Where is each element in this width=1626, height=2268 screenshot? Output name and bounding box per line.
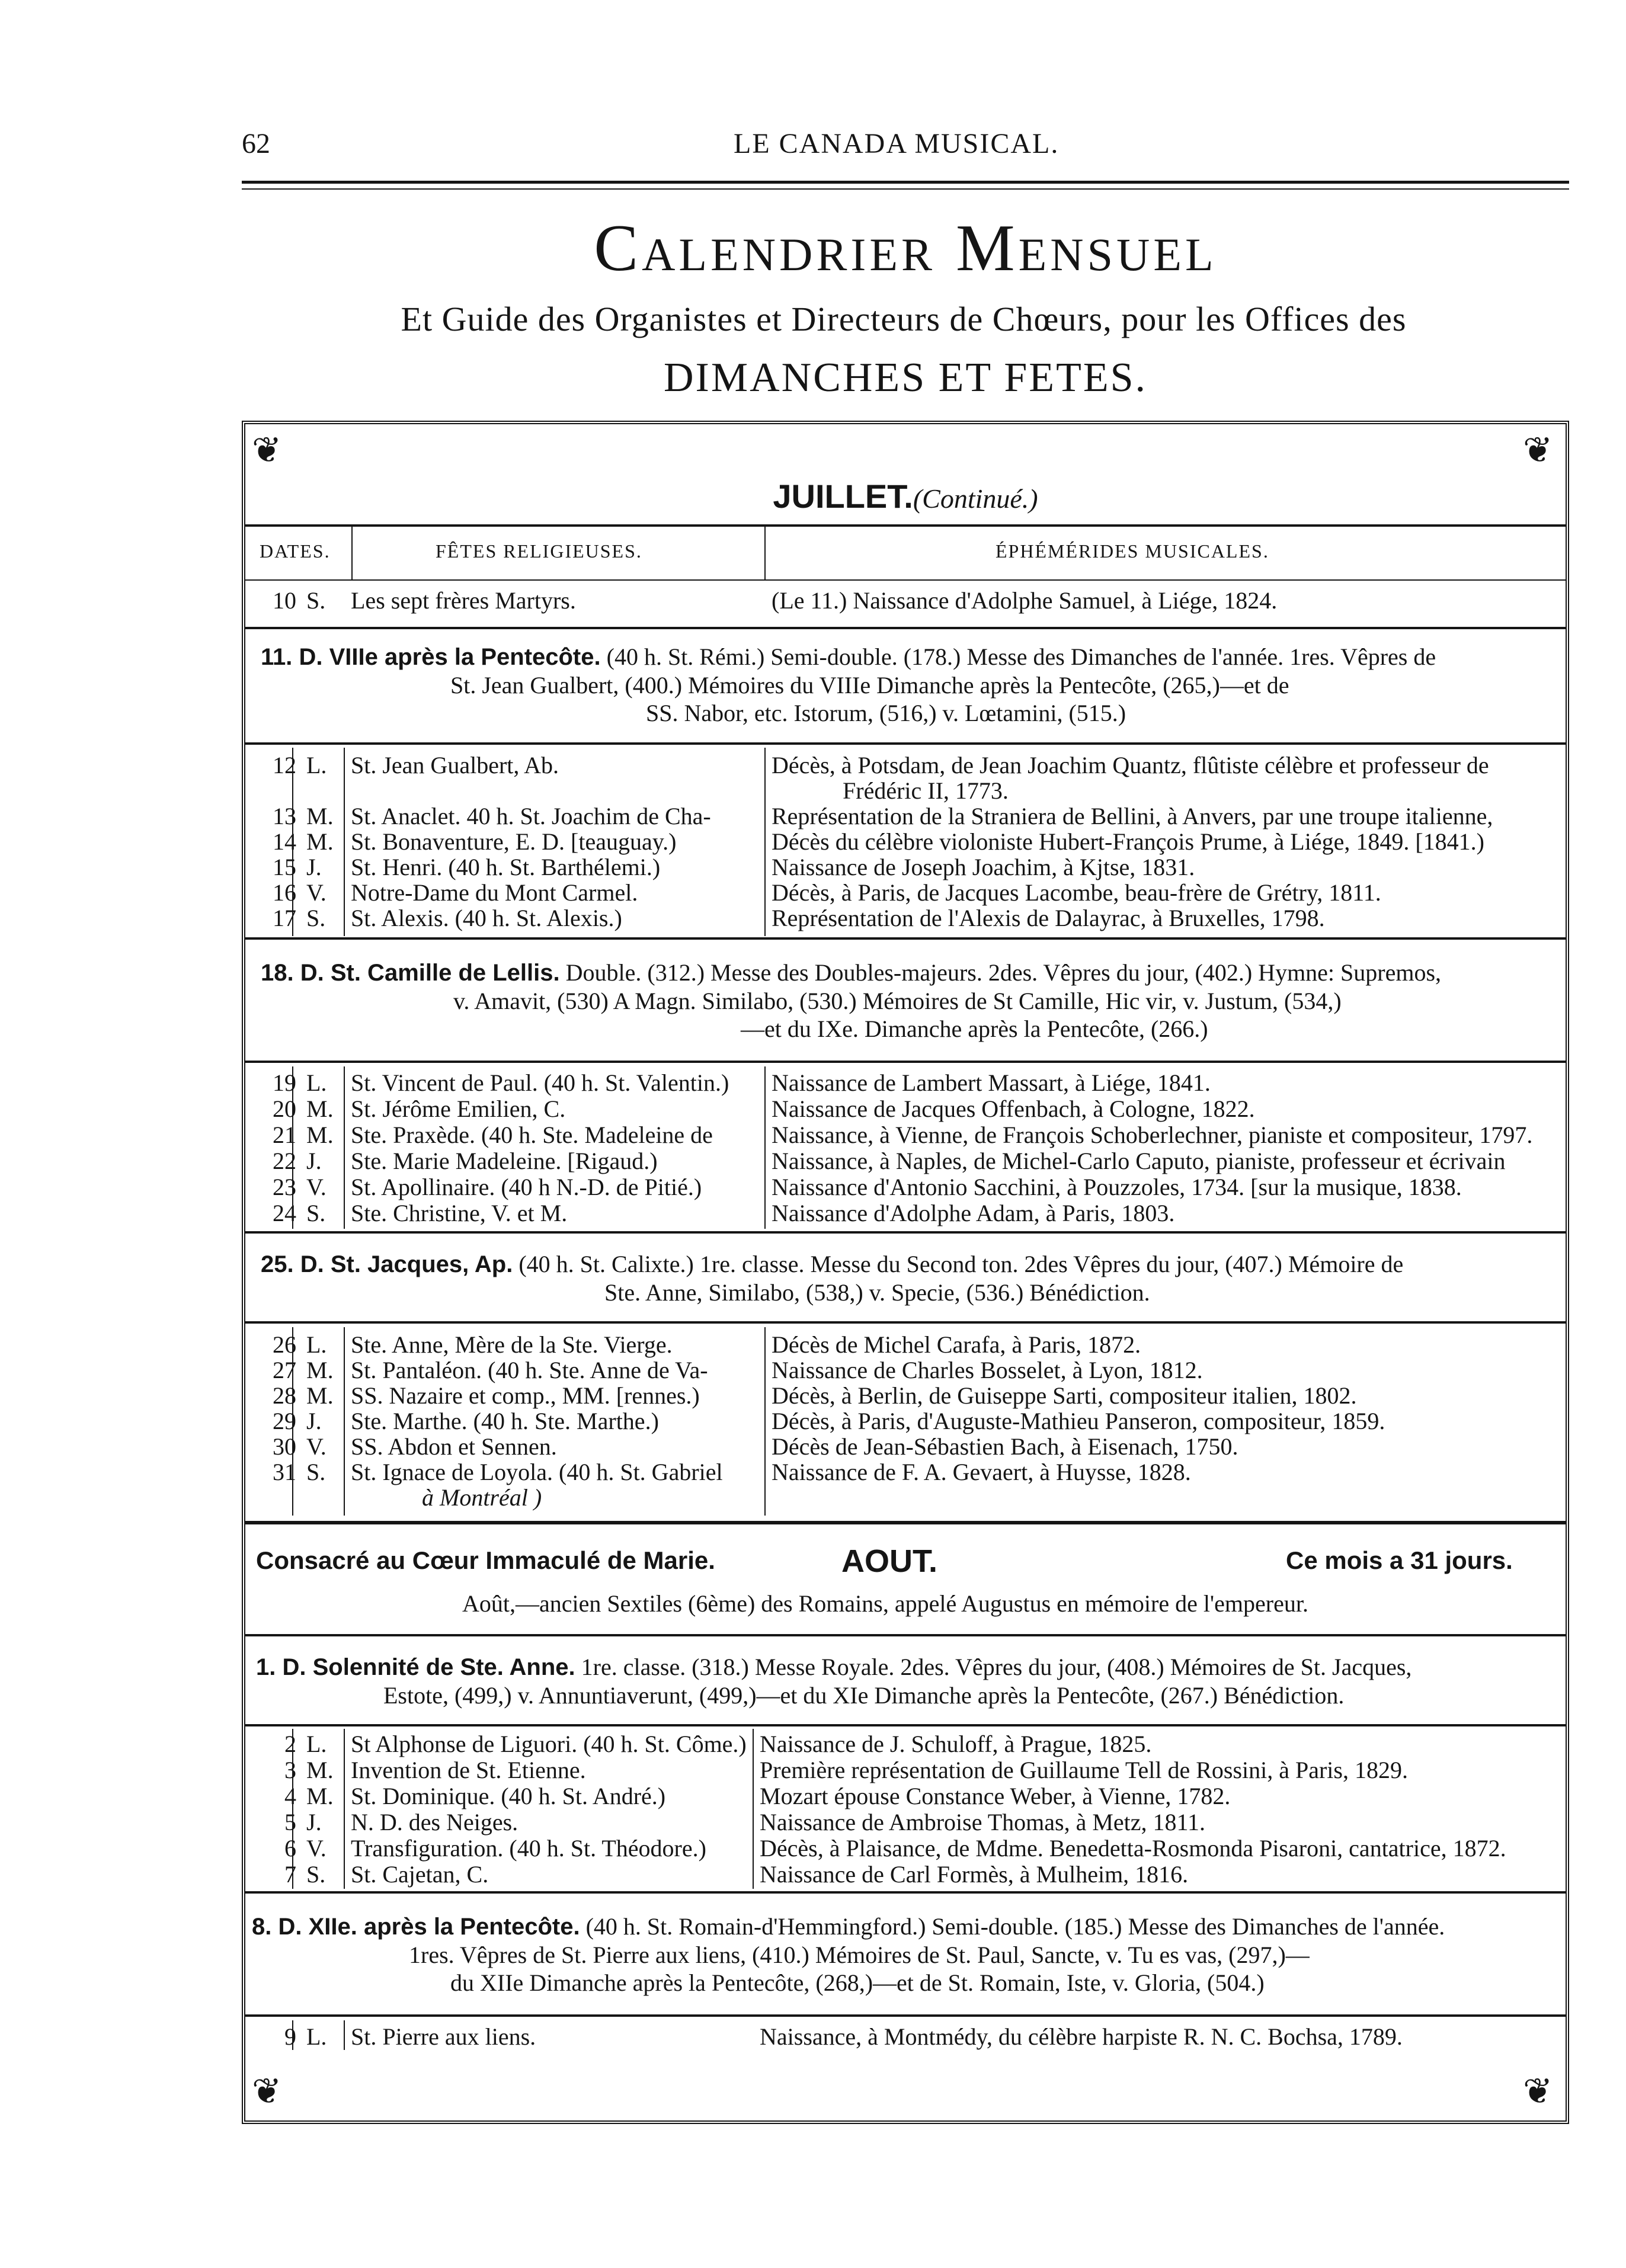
ephemeris: Naissance d'Adolphe Adam, à Paris, 1803. [772, 1200, 1175, 1226]
weekday: V. [306, 1835, 327, 1862]
date-number: 31 [273, 1459, 296, 1485]
feast: St. Dominique. (40 h. St. André.) [351, 1783, 666, 1809]
feast: SS. Abdon et Sennen. [351, 1433, 557, 1460]
weekday: S. [306, 905, 326, 931]
ephemeris: Naissance d'Antonio Sacchini, à Pouzzoles, 1734. [sur la musique, 1838. [772, 1174, 1462, 1200]
sunday-line: —et du IXe. Dimanche après la Pentecôte, (266.) [741, 1016, 1208, 1042]
feast: SS. Nazaire et comp., MM. [rennes.) [351, 1382, 700, 1409]
feast: Ste. Anne, Mère de la Ste. Vierge. [351, 1331, 673, 1358]
weekday: J. [306, 854, 322, 880]
sunday-line: Ste. Anne, Similabo, (538,) v. Specie, (536.) Bénédiction. [604, 1279, 1150, 1306]
calendar-row [244, 1407, 1567, 1435]
weekday: L. [306, 1731, 327, 1757]
sunday-line: 1res. Vêpres de St. Pierre aux liens, (410.) Mémoires de St. Paul, Sancte, v. Tu es vas, (297,)— [409, 1942, 1310, 1968]
feast: St. Pantaléon. (40 h. Ste. Anne de Va- [351, 1357, 708, 1383]
sunday-line: v. Amavit, (530) A Magn. Similabo, (530.) Mémoires de St Camille, Hic vir, v. Justum, (534,) [453, 988, 1342, 1014]
sunday-entry [252, 1913, 1445, 1997]
calendar-row [244, 1173, 1567, 1201]
weekday: M. [306, 1357, 334, 1383]
header-fetes: FÊTES RELIGIEUSES. [436, 540, 642, 562]
date-number: 17 [273, 905, 296, 931]
date-number: 19 [273, 1069, 296, 1096]
divider [244, 579, 1567, 581]
feast: St. Bonaventure, E. D. [teauguay.) [351, 828, 677, 855]
calendar-row [244, 904, 1567, 932]
header-rule-thin [242, 188, 1569, 190]
date-number: 3 [284, 1757, 296, 1783]
ephemeris: Naissance de Ambroise Thomas, à Metz, 1811. [760, 1809, 1206, 1835]
weekday: L. [306, 752, 327, 779]
ephemeris: Décès, à Paris, de Jacques Lacombe, beau-frère de Grétry, 1811. [772, 879, 1381, 906]
sunday-heading: 8. D. XIIe. après la Pentecôte. [252, 1914, 580, 1940]
weekday: L. [306, 1069, 327, 1096]
weekday: M. [306, 1095, 334, 1122]
date-number: 24 [273, 1200, 296, 1226]
feast: Notre-Dame du Mont Carmel. [351, 879, 638, 906]
sunday-line: St. Jean Gualbert, (400.) Mémoires du VIIIe Dimanche après la Pentecôte, (265,)—et de [450, 672, 1289, 699]
date-number: 30 [273, 1433, 296, 1460]
calendar-row [244, 1356, 1567, 1384]
feast: St. Pierre aux liens. [351, 2023, 536, 2050]
weekday: S. [306, 1861, 326, 1888]
page-number: 62 [242, 128, 270, 159]
sunday-line: Double. (312.) Messe des Doubles-majeurs. 2des. Vêpres du jour, (402.) Hymne: Supremos, [565, 959, 1442, 986]
feast: Invention de St. Etienne. [351, 1757, 586, 1783]
sunday-entry [261, 1250, 1403, 1306]
divider [244, 2014, 1567, 2017]
ephemeris: (Le 11.) Naissance d'Adolphe Samuel, à Liége, 1824. [772, 587, 1278, 614]
divider [244, 1724, 1567, 1726]
sunday-line: (40 h. St. Calixte.) 1re. classe. Messe du Second ton. 2des Vêpres du jour, (407.) Mémoire de [518, 1251, 1404, 1277]
date-number: 4 [284, 1783, 296, 1809]
divider [244, 1231, 1567, 1234]
weekday: S. [306, 1200, 326, 1226]
date-number: 12 [273, 752, 296, 779]
ephemeris: Première représentation de Guillaume Tell de Rossini, à Paris, 1829. [760, 1757, 1408, 1783]
date-number: 21 [273, 1122, 296, 1148]
sunday-line: du XIIe Dimanche après la Pentecôte, (268,)—et de St. Romain, Iste, v. Gloria, (504.) [450, 1969, 1265, 1996]
header-ephemerides: ÉPHÉMÉRIDES MUSICALES. [996, 540, 1269, 562]
divider [244, 742, 1567, 745]
date-number: 2 [284, 1731, 296, 1757]
sunday-line: (40 h. St. Rémi.) Semi-double. (178.) Messe des Dimanches de l'année. 1res. Vêpres de [606, 643, 1436, 670]
weekday: M. [306, 1382, 334, 1409]
month-title-juillet [244, 477, 1567, 516]
weekday: M. [306, 828, 334, 855]
feast: N. D. des Neiges. [351, 1809, 518, 1835]
date-number: 27 [273, 1357, 296, 1383]
header-dates: DATES. [260, 540, 331, 562]
date-number: 15 [273, 854, 296, 880]
date-number: 29 [273, 1408, 296, 1434]
ephemeris: Décès de Michel Carafa, à Paris, 1872. [772, 1331, 1141, 1358]
ephemeris: Naissance de J. Schuloff, à Prague, 1825. [760, 1731, 1152, 1757]
date-number: 20 [273, 1095, 296, 1122]
calendar-row [244, 1147, 1567, 1175]
calendar-row [244, 587, 1567, 614]
calendar-row [244, 1121, 1567, 1149]
ephemeris: Naissance, à Naples, de Michel-Carlo Caputo, pianiste, professeur et écrivain [772, 1148, 1506, 1174]
divider [244, 1321, 1567, 1324]
feast: St. Apollinaire. (40 h N.-D. de Pitié.) [351, 1174, 702, 1200]
calendar-subtitle: Et Guide des Organistes et Directeurs de Chœurs, pour les Offices des [401, 300, 1407, 338]
sunday-entry [261, 643, 1436, 727]
weekday: L. [306, 2023, 327, 2050]
calendar-row [244, 1199, 1567, 1227]
weekday: J. [306, 1408, 322, 1434]
feast: Ste. Marie Madeleine. [Rigaud.) [351, 1148, 658, 1174]
month-length: Ce mois a 31 jours. [1286, 1546, 1513, 1574]
sunday-heading: 11. D. VIIIe après la Pentecôte. [261, 644, 601, 670]
weekday: S. [306, 587, 326, 614]
sunday-entry [256, 1653, 1411, 1709]
date-number: 13 [273, 803, 296, 829]
calendar-row [244, 1382, 1567, 1410]
feast: St. Vincent de Paul. (40 h. St. Valentin.) [351, 1069, 729, 1096]
date-number: 14 [273, 828, 296, 855]
feast: St Alphonse de Liguori. (40 h. St. Côme.) [351, 1731, 747, 1757]
calendar-row [244, 879, 1567, 906]
sunday-line: Estote, (499,) v. Annuntiaverunt, (499,)—et du XIe Dimanche après la Pentecôte, (267.) Bénédiction. [383, 1682, 1345, 1709]
weekday: M. [306, 803, 334, 829]
feast: St. Jean Gualbert, Ab. [351, 752, 559, 779]
divider [244, 1891, 1567, 1894]
calendar-row [244, 1782, 1567, 1810]
feast: St. Anaclet. 40 h. St. Joachim de Cha- [351, 803, 711, 829]
date-number: 9 [284, 2023, 296, 2050]
date-number: 26 [273, 1331, 296, 1358]
sunday-entry [261, 959, 1441, 1043]
weekday: V. [306, 879, 327, 906]
calendar-row [244, 853, 1567, 881]
feast: à Montréal ) [422, 1484, 542, 1511]
feast: Ste. Christine, V. et M. [351, 1200, 568, 1226]
ornament-icon: ❦ [252, 431, 282, 470]
month-title-aout: AOUT. [841, 1543, 937, 1579]
date-number: 28 [273, 1382, 296, 1409]
ornament-icon: ❦ [1523, 2072, 1553, 2111]
calendar-row [244, 1484, 1567, 1511]
sunday-heading: 25. D. St. Jacques, Ap. [261, 1251, 513, 1277]
feast: St. Alexis. (40 h. St. Alexis.) [351, 905, 622, 931]
weekday: M. [306, 1757, 334, 1783]
weekday: S. [306, 1459, 326, 1485]
feast: St. Cajetan, C. [351, 1861, 489, 1888]
weekday: J. [306, 1809, 322, 1835]
ephemeris: Naissance de Jacques Offenbach, à Cologne, 1822. [772, 1095, 1255, 1122]
header-rule-thick [242, 181, 1569, 184]
weekday: V. [306, 1433, 327, 1460]
ephemeris: Décès, à Paris, d'Auguste-Mathieu Panseron, compositeur, 1859. [772, 1408, 1385, 1434]
ephemeris: Représentation de l'Alexis de Dalayrac, à Bruxelles, 1798. [772, 905, 1325, 931]
ephemeris: Mozart épouse Constance Weber, à Vienne, 1782. [760, 1783, 1231, 1809]
divider [244, 1521, 1567, 1524]
calendar-row [244, 828, 1567, 856]
calendar-row [244, 751, 1567, 779]
col-divider [351, 526, 353, 580]
date-number: 6 [284, 1835, 296, 1862]
calendar-row [244, 1331, 1567, 1359]
ephemeris: Décès du célèbre violoniste Hubert-François Prume, à Liége, 1849. [1841.) [772, 828, 1484, 855]
calendar-row [244, 1730, 1567, 1758]
weekday: V. [306, 1174, 327, 1200]
feast: Ste. Marthe. (40 h. Ste. Marthe.) [351, 1408, 659, 1434]
date-number: 22 [273, 1148, 296, 1174]
feast: St. Jérôme Emilien, C. [351, 1095, 566, 1122]
calendar-row [244, 1860, 1567, 1888]
date-number: 16 [273, 879, 296, 906]
ephemeris: Représentation de la Straniera de Bellini, à Anvers, par une troupe italienne, [772, 803, 1493, 829]
calendar-row [244, 1069, 1567, 1097]
ephemeris: Naissance de Joseph Joachim, à Kjtse, 1831. [772, 854, 1195, 880]
sunday-line: (40 h. St. Romain-d'Hemmingford.) Semi-double. (185.) Messe des Dimanches de l'année. [585, 1913, 1445, 1940]
date-number: 10 [273, 587, 296, 614]
ephemeris: Naissance de F. A. Gevaert, à Huysse, 1828. [772, 1459, 1191, 1485]
ephemeris: Décès de Jean-Sébastien Bach, à Eisenach, 1750. [772, 1433, 1238, 1460]
feast: St. Henri. (40 h. St. Barthélemi.) [351, 854, 661, 880]
weekday: J. [306, 1148, 322, 1174]
col-divider [764, 526, 766, 580]
calendar-row [244, 1458, 1567, 1486]
calendar-row [244, 2023, 1567, 2051]
calendar-row [244, 777, 1567, 805]
month-note: (Continué.) [913, 483, 1038, 514]
feast: Les sept frères Martyrs. [351, 587, 576, 614]
calendar-row [244, 1834, 1567, 1862]
ornament-icon: ❦ [252, 2072, 282, 2111]
sunday-heading: 18. D. St. Camille de Lellis. [261, 960, 560, 986]
ornament-icon: ❦ [1523, 431, 1553, 470]
weekday: M. [306, 1122, 334, 1148]
divider [244, 524, 1567, 527]
ephemeris: Décès, à Berlin, de Guiseppe Sarti, compositeur italien, 1802. [772, 1382, 1357, 1409]
divider [244, 1634, 1567, 1636]
weekday: M. [306, 1783, 334, 1809]
feast: Ste. Praxède. (40 h. Ste. Madeleine de [351, 1122, 713, 1148]
weekday: L. [306, 1331, 327, 1358]
ephemeris: Frédéric II, 1773. [843, 777, 1009, 804]
ephemeris: Décès, à Plaisance, de Mdme. Benedetta-Rosmonda Pisaroni, cantatrice, 1872. [760, 1835, 1506, 1862]
sunday-line: 1re. classe. (318.) Messe Royale. 2des. Vêpres du jour, (408.) Mémoires de St. Jacques, [581, 1654, 1412, 1680]
ephemeris: Naissance, à Vienne, de François Schoberlechner, pianiste et compositeur, 1797. [772, 1122, 1533, 1148]
calendar-row [244, 1756, 1567, 1784]
month-name: JUILLET. [773, 478, 913, 515]
calendar-subtitle-sundays: DIMANCHES ET FETES. [663, 355, 1148, 401]
month-note: Août,—ancien Sextiles (6ème) des Romains, appelé Augustus en mémoire de l'empereur. [462, 1590, 1308, 1617]
ephemeris: Décès, à Potsdam, de Jean Joachim Quantz, flûtiste célèbre et professeur de [772, 752, 1489, 779]
ephemeris: Naissance, à Montmédy, du célèbre harpiste R. N. C. Bochsa, 1789. [760, 2023, 1403, 2050]
calendar-row [244, 1808, 1567, 1836]
ephemeris: Naissance de Lambert Massart, à Liége, 1841. [772, 1069, 1211, 1096]
calendar-title: Calendrier Mensuel [594, 212, 1217, 285]
feast: St. Ignace de Loyola. (40 h. St. Gabriel [351, 1459, 723, 1485]
sunday-heading: 1. D. Solennité de Ste. Anne. [256, 1654, 575, 1680]
divider [244, 1061, 1567, 1063]
ephemeris: Naissance de Charles Bosselet, à Lyon, 1812. [772, 1357, 1203, 1383]
calendar-row [244, 802, 1567, 830]
date-number: 5 [284, 1809, 296, 1835]
date-number: 23 [273, 1174, 296, 1200]
calendar-row [244, 1095, 1567, 1123]
month-dedication: Consacré au Cœur Immaculé de Marie. [256, 1546, 715, 1574]
sunday-line: SS. Nabor, etc. Istorum, (516,) v. Lœtamini, (515.) [646, 700, 1126, 726]
ephemeris: Naissance de Carl Formès, à Mulheim, 1816. [760, 1861, 1189, 1888]
divider [244, 937, 1567, 940]
running-title: LE CANADA MUSICAL. [734, 128, 1060, 159]
divider [244, 627, 1567, 629]
feast: Transfiguration. (40 h. St. Théodore.) [351, 1835, 706, 1862]
date-number: 7 [284, 1861, 296, 1888]
calendar-row [244, 1433, 1567, 1460]
